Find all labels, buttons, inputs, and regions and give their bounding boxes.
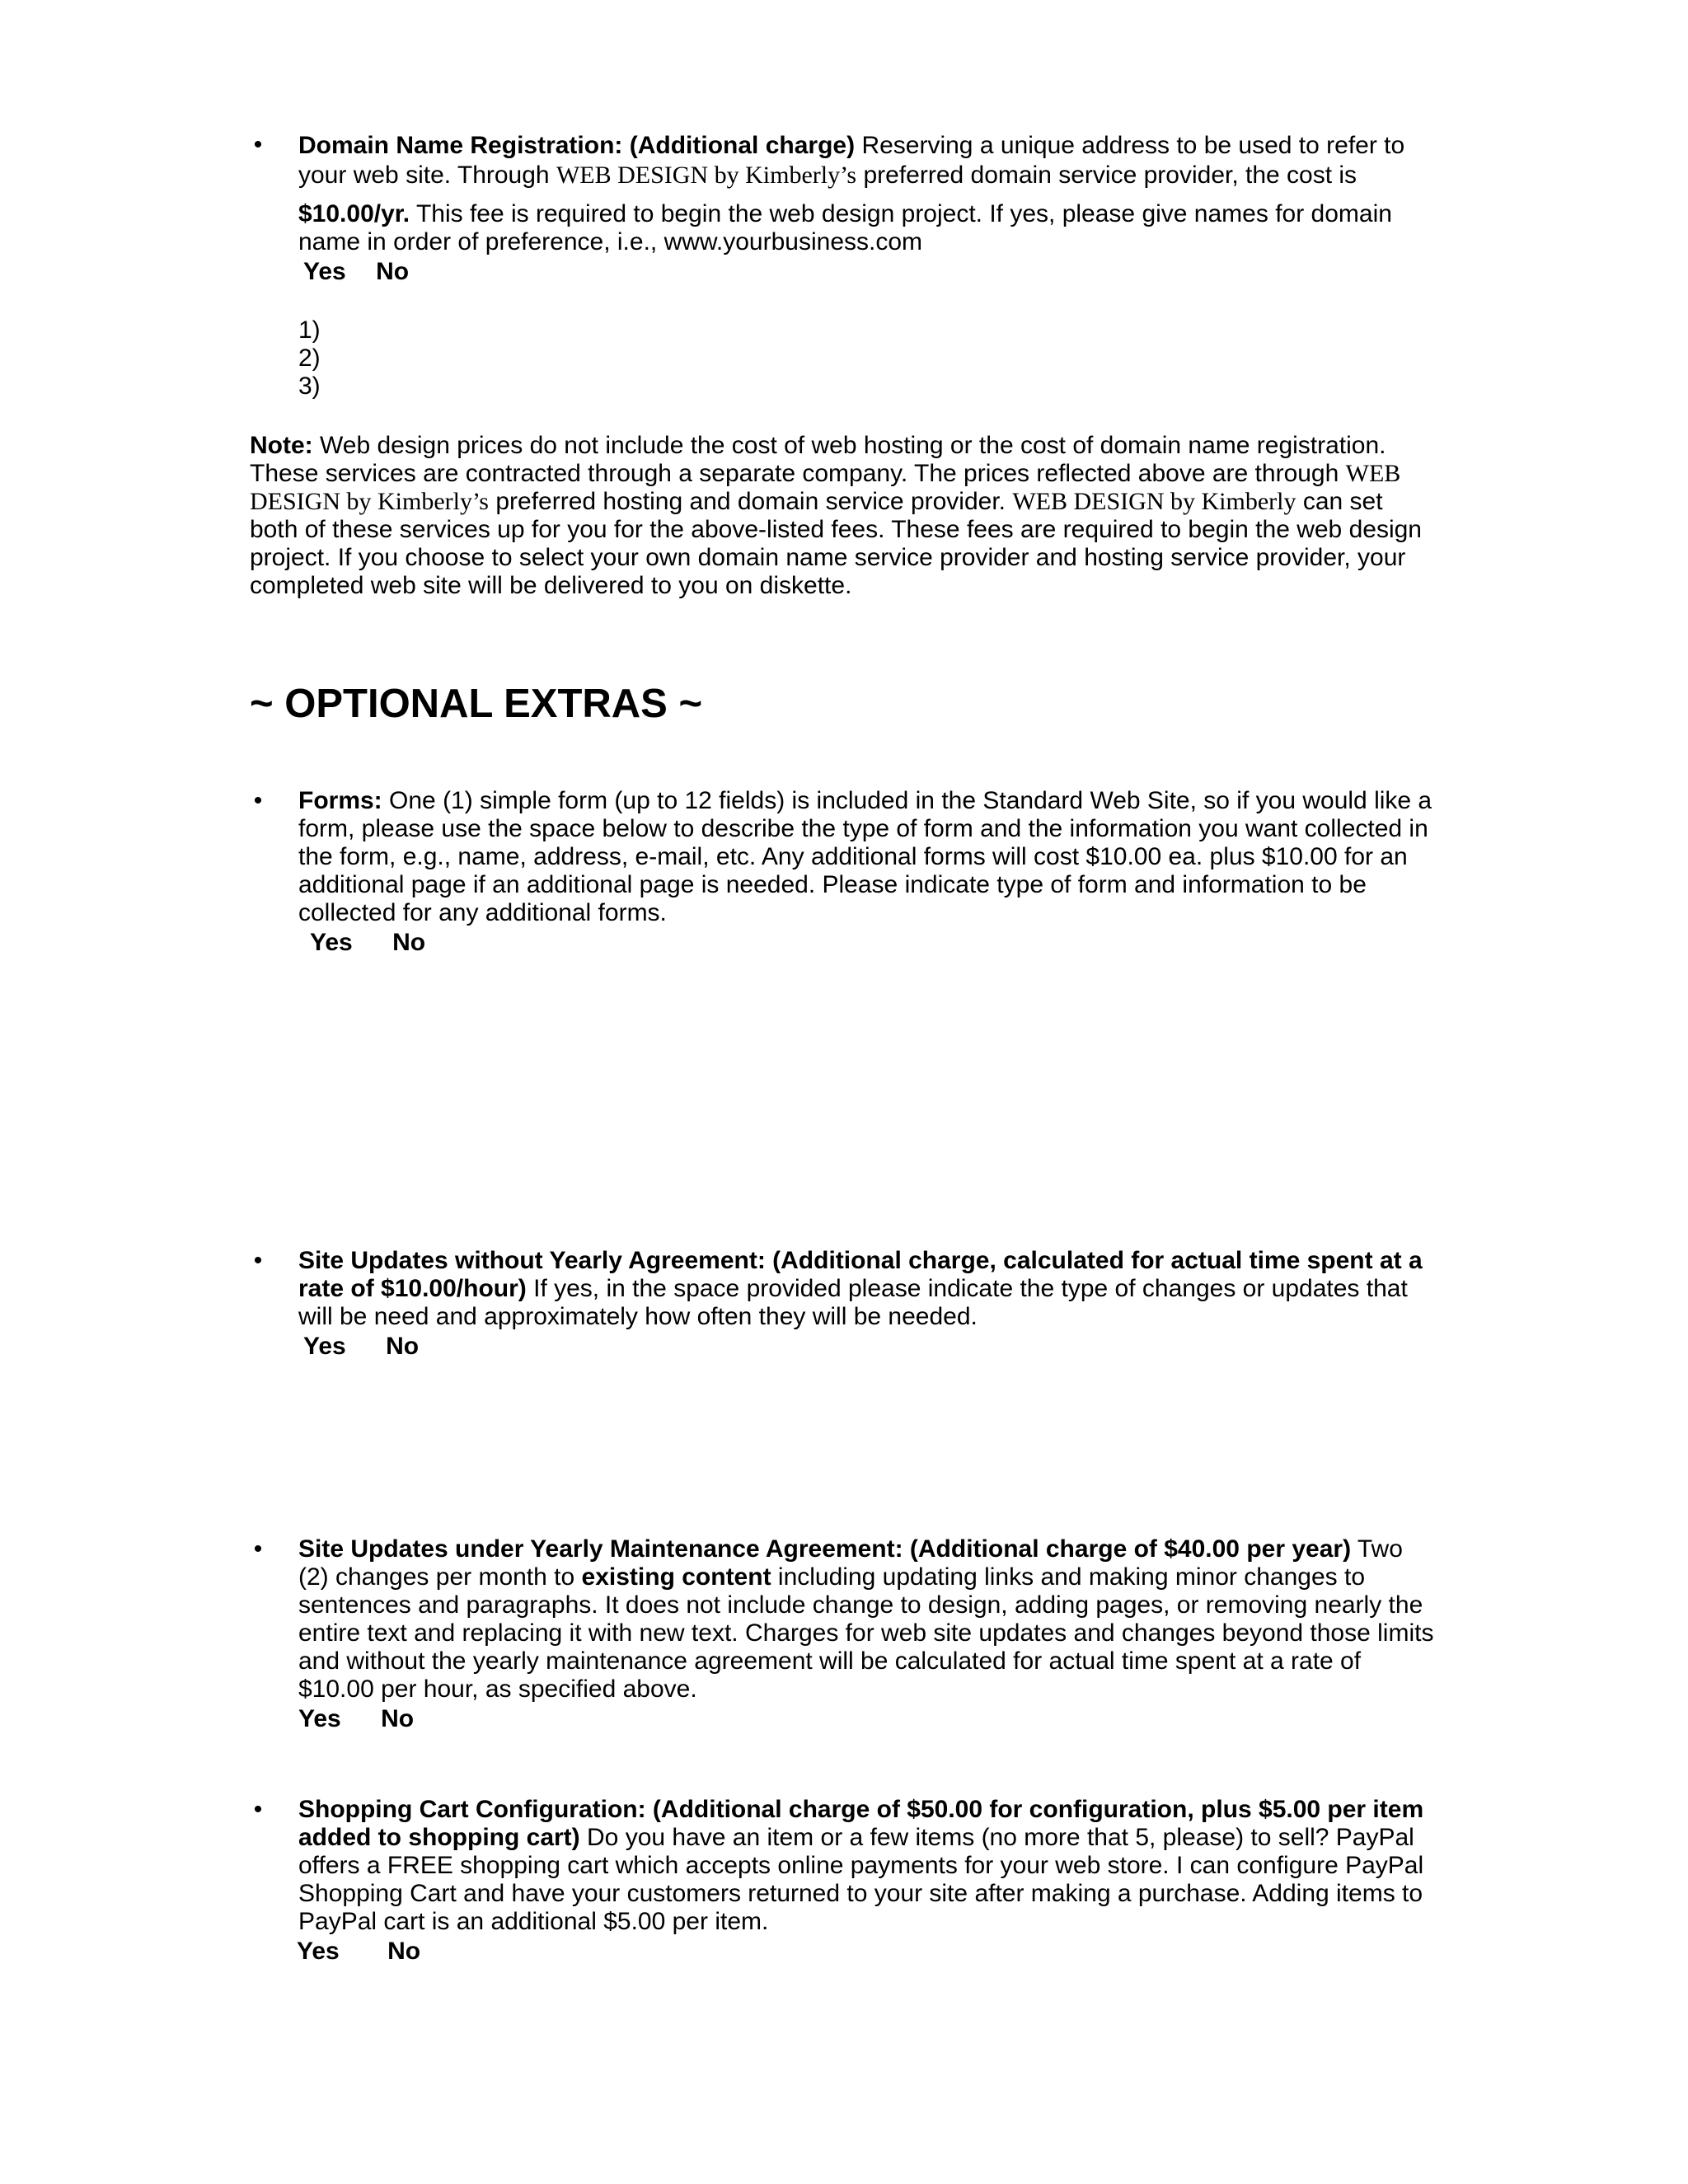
forms-yes-option[interactable]: Yes [310,929,353,956]
site-updates-item [298,1247,1436,1331]
domain-no-option[interactable]: No [376,258,410,285]
note-text-1: Web design prices do not include the cost of web hosting or the cost of domain name registration. These services are contracted through a separate company. The prices reflected above are through [250,432,1386,487]
bullet-site-updates: • [253,1247,263,1274]
note-brand-2: WEB DESIGN by Kimberly [1012,488,1296,515]
note-text-2: preferred hosting and domain service provider. [495,488,1006,515]
maintenance-text-2: including updating links and making minor changes to sentences and paragraphs. It does not include change to design, adding pages, or removing nearly the entire text and replacing it with new text. Charges for web site updates and changes beyond those limits and without the yearly maintenance agreement will be calculated for actual time spent at a rate of $10.00 per hour, as specified above. [298,1563,1434,1703]
domain-list-item-2: 2) [298,344,321,372]
domain-price: $10.00/yr. [298,200,410,227]
site-updates-yes-no [303,1333,419,1361]
forms-yes-no [310,929,425,957]
shopping-cart-text: Do you have an item or a few items (no more that 5, please) to sell? PayPal offers a FREE shopping cart which accepts online payments for your web store. I can configure PayPal Shopping Cart and have your customers returned to your site after making a purchase. Adding items to PayPal cart is an additional $5.00 per item. [298,1824,1424,1935]
bullet-shopping-cart: • [253,1796,263,1823]
domain-list-item-3: 3) [298,373,321,400]
domain-list-item-1: 1) [298,316,321,344]
bullet-maintenance: • [253,1535,263,1563]
shopping-cart-no-option[interactable]: No [387,1938,421,1965]
domain-registration-item [298,131,1436,256]
forms-no-option[interactable]: No [392,929,426,956]
domain-charge: (Additional charge) [629,132,856,159]
note-label: Note: [250,432,313,459]
optional-extras-heading: ~ OPTIONAL EXTRAS ~ [250,682,703,726]
forms-text: One (1) simple form (up to 12 fields) is included in the Standard Web Site, so if you would like a form, please use the space below to describe the type of form and the information you want collected in the form, e.g., name, address, e-mail, etc. Any additional forms will cost $10.00 ea. plus $10.00 for an additional page if an additional page is needed. Please indicate type of form and information to be collected for any additional forms. [298,787,1432,926]
domain-yes-no [303,258,409,286]
domain-brand: WEB DESIGN by Kimberly’s [556,162,857,189]
forms-title: Forms: [298,787,382,814]
shopping-cart-yes-no [297,1938,420,1966]
domain-text-2: preferred domain service provider, the cost is [863,162,1357,189]
site-updates-no-option[interactable]: No [386,1333,420,1360]
maintenance-no-option[interactable]: No [381,1705,415,1732]
maintenance-item [298,1535,1436,1704]
domain-name-list [298,316,321,401]
maintenance-yes-option[interactable]: Yes [298,1705,341,1732]
note-paragraph [250,432,1437,600]
site-updates-text: If yes, in the space provided please indicate the type of changes or updates that will be need and approximately how often they will be needed. [298,1275,1408,1330]
shopping-cart-yes-option[interactable]: Yes [297,1938,340,1965]
maintenance-text-1: Two (2) changes per month to [298,1535,1403,1591]
bullet-domain: • [253,131,263,158]
maintenance-title: Site Updates under Yearly Maintenance Agreement: (Additional charge of $40.00 per year) [298,1535,1352,1563]
site-updates-yes-option[interactable]: Yes [303,1333,346,1360]
note-brand-1: WEB DESIGN by Kimberly’s [250,460,1401,515]
domain-text-3: This fee is required to begin the web design project. If yes, please give names for domain name in order of preference, i.e., www.yourbusiness.com [298,200,1392,255]
note-text-3: can set both of these services up for you for the above-listed fees. These fees are required to begin the web design project. If you choose to select your own domain name service provider and hosting service provider, your completed web site will be delivered to you on diskette. [250,488,1422,599]
maintenance-emphasis: existing content [581,1563,771,1591]
shopping-cart-title: Shopping Cart Configuration: (Additional charge of $50.00 for configuration, plus $5.00 per item added to shopping cart) [298,1796,1424,1851]
bullet-forms: • [253,787,263,814]
maintenance-yes-no [298,1705,414,1733]
domain-title: Domain Name Registration: [298,132,623,159]
forms-item [298,787,1436,927]
domain-text-1: Reserving a unique address to be used to refer to your web site. Through [298,132,1405,189]
domain-yes-option[interactable]: Yes [303,258,346,285]
site-updates-title: Site Updates without Yearly Agreement: (Additional charge, calculated for actual time spent at a rate of $10.00/hour) [298,1247,1423,1302]
shopping-cart-item [298,1796,1436,1936]
